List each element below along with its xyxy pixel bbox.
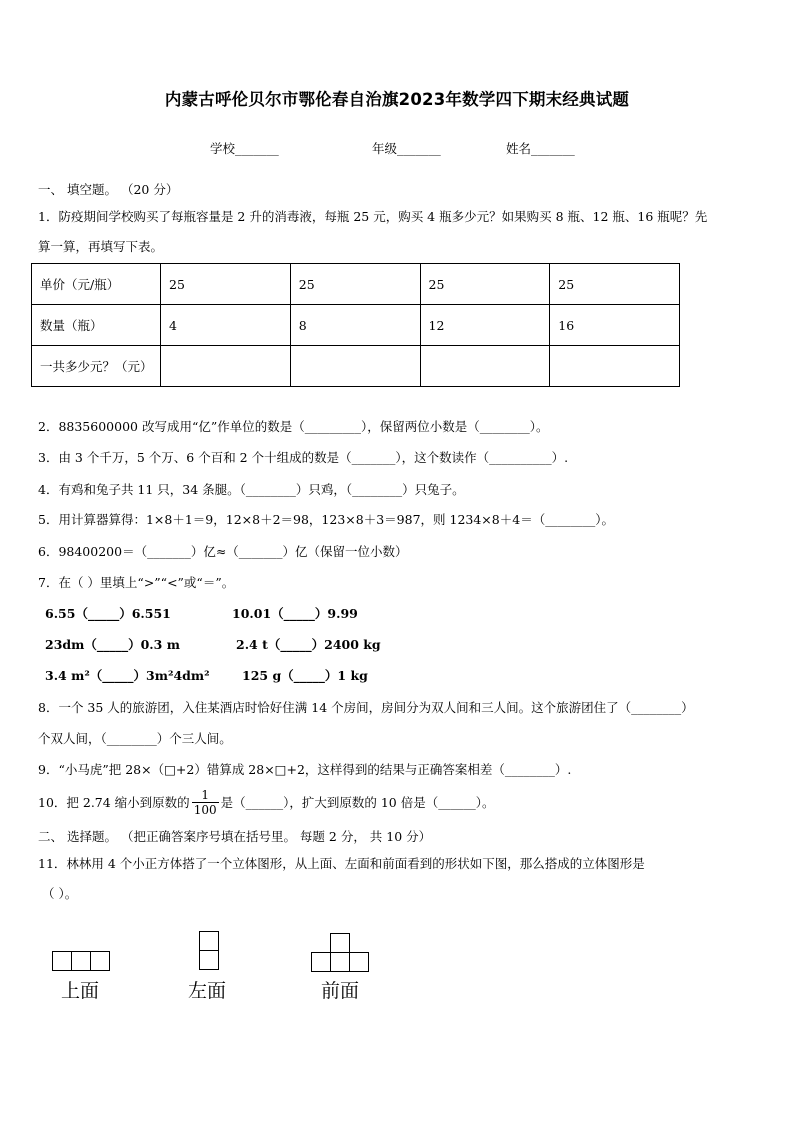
name-field: 姓名_______ [506, 141, 575, 156]
q8-line2: 个双人间，（________）个三人间。 [38, 731, 232, 746]
q11-line1: 11．林林用 4 个小正方体搭了一个立体图形，从上面、左面和前面看到的形状如下图，那么搭成的立体图形是 [38, 856, 645, 871]
q11-line2: （ ）。 [42, 886, 78, 901]
compare-item: 10.01（_____）9.99 [232, 606, 358, 621]
row-label: 单价（元/瓶） [32, 264, 161, 305]
fraction [192, 788, 219, 817]
price-table [31, 263, 680, 387]
q9: 9．“小马虎”把 28×（□+2）错算成 28×□+2，这样得到的结果与正确答案相差（________）. [38, 762, 572, 777]
q10 [38, 788, 494, 817]
front-view-label: 前面 [321, 980, 360, 1002]
cube-square [349, 952, 369, 972]
q3: 3．由 3 个千万，5 个万、6 个百和 2 个十组成的数是（_______），这个数读作（__________）. [38, 450, 569, 465]
table-row [32, 346, 680, 387]
table-row [32, 305, 680, 346]
q2: 2．8835600000 改写成用“亿”作单位的数是（_________），保留两位小数是（________）。 [38, 419, 549, 434]
fraction-numerator: 1 [192, 788, 219, 803]
table-row [32, 264, 680, 305]
q8-line1: 8．一个 35 人的旅游团，入住某酒店时恰好住满 14 个房间，房间分为双人间和三人间。这个旅游团住了（________） [38, 700, 694, 715]
q1-line1: 1．防疫期间学校购买了每瓶容量是 2 升的消毒液，每瓶 25 元，购买 4 瓶多少元？如果购买 8 瓶、12 瓶、16 瓶呢？先 [38, 209, 708, 224]
grade-field: 年级_______ [372, 141, 441, 156]
page-title: 内蒙古呼伦贝尔市鄂伦春自治旗2023年数学四下期末经典试题 [164, 90, 630, 109]
table-cell: 25 [290, 264, 420, 305]
cube-square [52, 951, 72, 971]
q10-after: 是（______），扩大到原数的 10 倍是（______）。 [220, 794, 495, 810]
answer-cell[interactable] [290, 346, 420, 387]
cube-square [90, 951, 110, 971]
q7-stem: 7．在（ ）里填上“>”“<”或“＝”。 [38, 575, 235, 590]
compare-item: 2.4 t（_____）2400 kg [236, 637, 381, 652]
section1-heading: 一、 填空题。 （20 分） [38, 182, 179, 197]
q10-before: 10．把 2.74 缩小到原数的 [38, 794, 190, 810]
cube-square [311, 952, 331, 972]
top-view-label: 上面 [61, 980, 100, 1002]
row-label: 一共多少元？（元） [32, 346, 161, 387]
cube-square [71, 951, 91, 971]
q6: 6．98400200＝（_______）亿≈（_______）亿（保留一位小数） [38, 544, 408, 559]
table-cell: 12 [420, 305, 550, 346]
section2-heading: 二、 选择题。 （把正确答案序号填在括号里。 每题 2 分， 共 10 分） [38, 829, 432, 844]
table-cell: 25 [420, 264, 550, 305]
answer-cell[interactable] [550, 346, 680, 387]
table-cell: 16 [550, 305, 680, 346]
cube-square [330, 933, 350, 953]
row-label: 数量（瓶） [32, 305, 161, 346]
answer-cell[interactable] [420, 346, 550, 387]
compare-item: 23dm（_____）0.3 m [45, 637, 180, 652]
table-cell: 25 [161, 264, 291, 305]
q5: 5．用计算器算得：1×8＋1＝9，12×8＋2＝98，123×8＋3＝987，则 1234×8＋4＝（________）。 [38, 512, 614, 527]
q4: 4．有鸡和兔子共 11 只，34 条腿。（________）只鸡，（________）只兔子。 [38, 482, 465, 497]
table-cell: 8 [290, 305, 420, 346]
left-view-label: 左面 [188, 980, 227, 1002]
compare-item: 6.55（_____）6.551 [45, 606, 171, 621]
cube-square [199, 931, 219, 951]
fraction-denominator: 100 [193, 803, 217, 817]
answer-cell[interactable] [161, 346, 291, 387]
compare-item: 125 g（_____）1 kg [242, 668, 368, 683]
cube-square [330, 952, 350, 972]
table-cell: 4 [161, 305, 291, 346]
compare-item: 3.4 m²（_____）3m²4dm² [45, 668, 210, 683]
cube-square [199, 950, 219, 970]
school-field: 学校_______ [210, 141, 279, 156]
q1-line2: 算一算，再填写下表。 [38, 239, 164, 254]
table-cell: 25 [550, 264, 680, 305]
